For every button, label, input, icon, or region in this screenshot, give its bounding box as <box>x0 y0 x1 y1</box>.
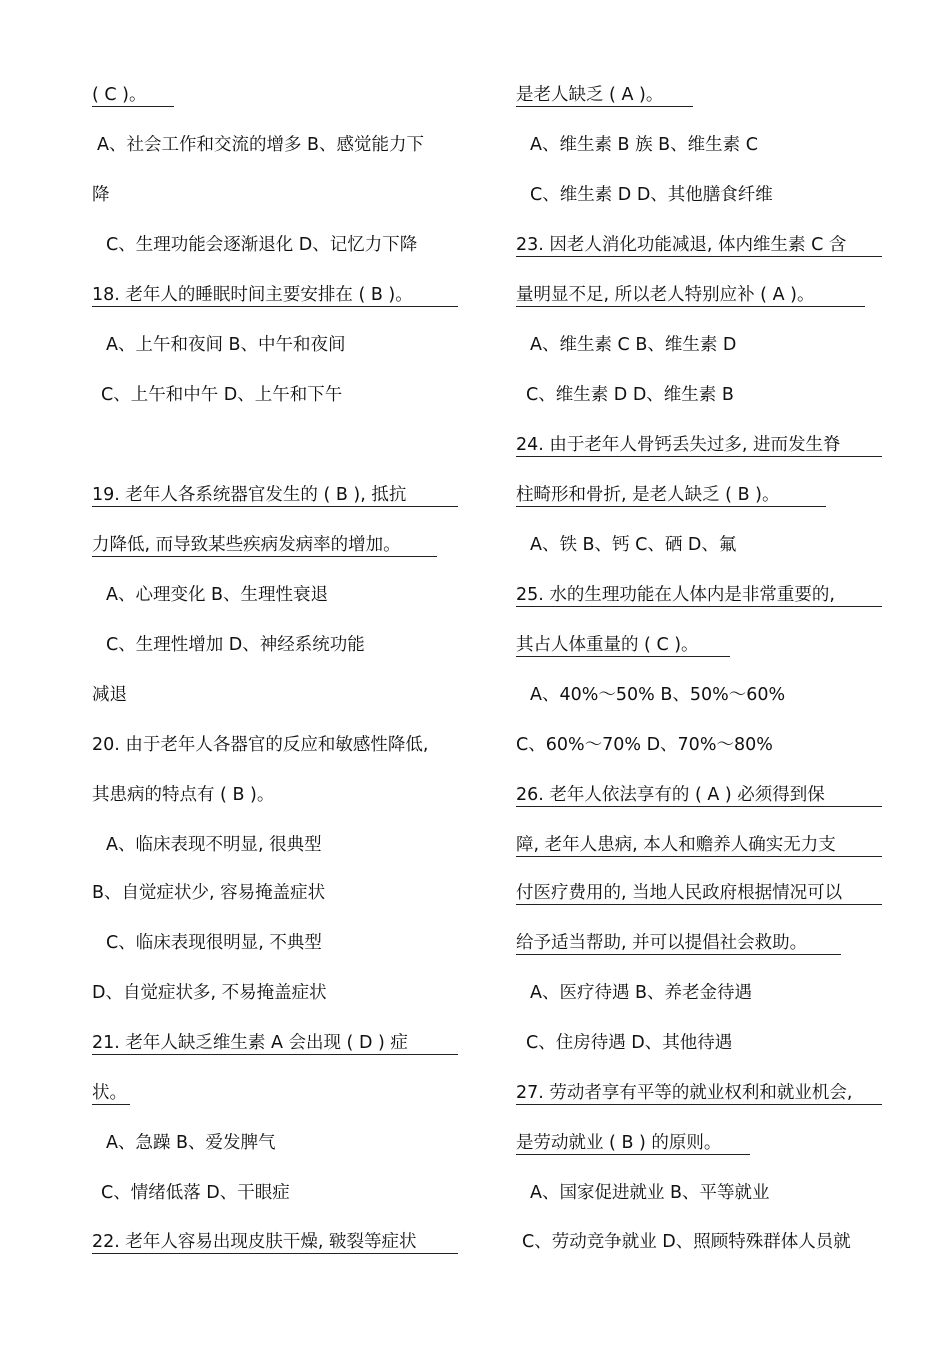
underline <box>516 456 882 457</box>
q24-question: 24. 由于老年人骨钙丢失过多, 进而发生脊 <box>516 435 841 455</box>
q21-options-cd: C、情绪低落 D、干眼症 <box>101 1183 290 1203</box>
q17-answer-line: ( C )。 <box>92 85 147 105</box>
underline <box>92 1253 458 1254</box>
underline <box>516 256 882 257</box>
q24-question-cont: 柱畸形和骨折, 是老人缺乏 ( B )。 <box>516 485 780 505</box>
underline <box>92 1054 458 1055</box>
q27-question-cont: 是劳动就业 ( B ) 的原则。 <box>516 1133 722 1153</box>
underline <box>516 656 730 657</box>
underline <box>516 954 841 955</box>
q20-option-b: B、自觉症状少, 容易掩盖症状 <box>92 883 326 903</box>
q26-options-ab: A、医疗待遇 B、养老金待遇 <box>530 983 753 1003</box>
underline <box>516 506 826 507</box>
underline <box>92 556 437 557</box>
underline <box>516 606 882 607</box>
q19-options-cd: C、生理性增加 D、神经系统功能 <box>106 635 365 655</box>
q17-options-cd: C、生理功能会逐渐退化 D、记忆力下降 <box>106 235 418 255</box>
underline <box>516 904 882 905</box>
q19-question-cont: 力降低, 而导致某些疾病发病率的增加。 <box>92 535 401 555</box>
q20-option-a: A、临床表现不明显, 很典型 <box>106 835 322 855</box>
q27-options-cd: C、劳动竞争就业 D、照顾特殊群体人员就 <box>522 1232 851 1252</box>
underline <box>516 1154 750 1155</box>
q20-question: 20. 由于老年人各器官的反应和敏感性降低, <box>92 735 429 755</box>
q21-options-ab: A、急躁 B、爱发脾气 <box>106 1133 276 1153</box>
q27-options-ab: A、国家促进就业 B、平等就业 <box>530 1183 770 1203</box>
q25-question: 25. 水的生理功能在人体内是非常重要的, <box>516 585 835 605</box>
q26-question-cont3: 给予适当帮助, 并可以提倡社会救助。 <box>516 933 808 953</box>
q25-options-ab: A、40%～50% B、50%～60% <box>530 685 786 705</box>
q22-question: 22. 老年人容易出现皮肤干燥, 皲裂等症状 <box>92 1232 417 1252</box>
q26-question-cont2: 付医疗费用的, 当地人民政府根据情况可以 <box>516 883 843 903</box>
q17-option-b-cont: 降 <box>92 185 110 205</box>
q22-options-ab: A、维生素 B 族 B、维生素 C <box>530 135 758 155</box>
q23-question: 23. 因老人消化功能减退, 体内维生素 C 含 <box>516 235 847 255</box>
q23-options-cd: C、维生素 D D、维生素 B <box>526 385 734 405</box>
q26-options-cd: C、住房待遇 D、其他待遇 <box>526 1033 733 1053</box>
q19-question: 19. 老年人各系统器官发生的 ( B ), 抵抗 <box>92 485 407 505</box>
q21-question-cont: 状。 <box>92 1083 127 1103</box>
q25-question-cont: 其占人体重量的 ( C )。 <box>516 635 699 655</box>
underline <box>516 1104 882 1105</box>
underline <box>92 506 458 507</box>
q20-option-c: C、临床表现很明显, 不典型 <box>106 933 322 953</box>
q22-options-cd: C、维生素 D D、其他膳食纤维 <box>530 185 773 205</box>
underline <box>516 106 693 107</box>
q19-options-ab: A、心理变化 B、生理性衰退 <box>106 585 329 605</box>
q23-options-ab: A、维生素 C B、维生素 D <box>530 335 737 355</box>
q18-options-cd: C、上午和中午 D、上午和下午 <box>101 385 343 405</box>
underline <box>516 306 865 307</box>
q25-options-cd: C、60%～70% D、70%～80% <box>516 735 773 755</box>
q20-question-cont: 其患病的特点有 ( B )。 <box>92 785 275 805</box>
q26-question: 26. 老年人依法享有的 ( A ) 必须得到保 <box>516 785 825 805</box>
underline <box>516 856 882 857</box>
q23-question-cont: 量明显不足, 所以老人特别应补 ( A )。 <box>516 285 815 305</box>
q20-option-d: D、自觉症状多, 不易掩盖症状 <box>92 983 327 1003</box>
q18-question: 18. 老年人的睡眠时间主要安排在 ( B )。 <box>92 285 413 305</box>
q18-options-ab: A、上午和夜间 B、中午和夜间 <box>106 335 346 355</box>
underline <box>516 806 882 807</box>
q17-options-ab: A、社会工作和交流的增多 B、感觉能力下 <box>97 135 425 155</box>
q19-option-d-cont: 减退 <box>92 685 127 705</box>
q21-question: 21. 老年人缺乏维生素 A 会出现 ( D ) 症 <box>92 1033 408 1053</box>
q26-question-cont1: 障, 老年人患病, 本人和赡养人确实无力支 <box>516 835 836 855</box>
underline <box>92 306 458 307</box>
underline <box>92 1104 130 1105</box>
q24-options: A、铁 B、钙 C、硒 D、氟 <box>530 535 737 555</box>
q27-question: 27. 劳动者享有平等的就业权利和就业机会, <box>516 1083 853 1103</box>
q22-question-cont: 是老人缺乏 ( A )。 <box>516 85 664 105</box>
underline <box>92 106 174 107</box>
